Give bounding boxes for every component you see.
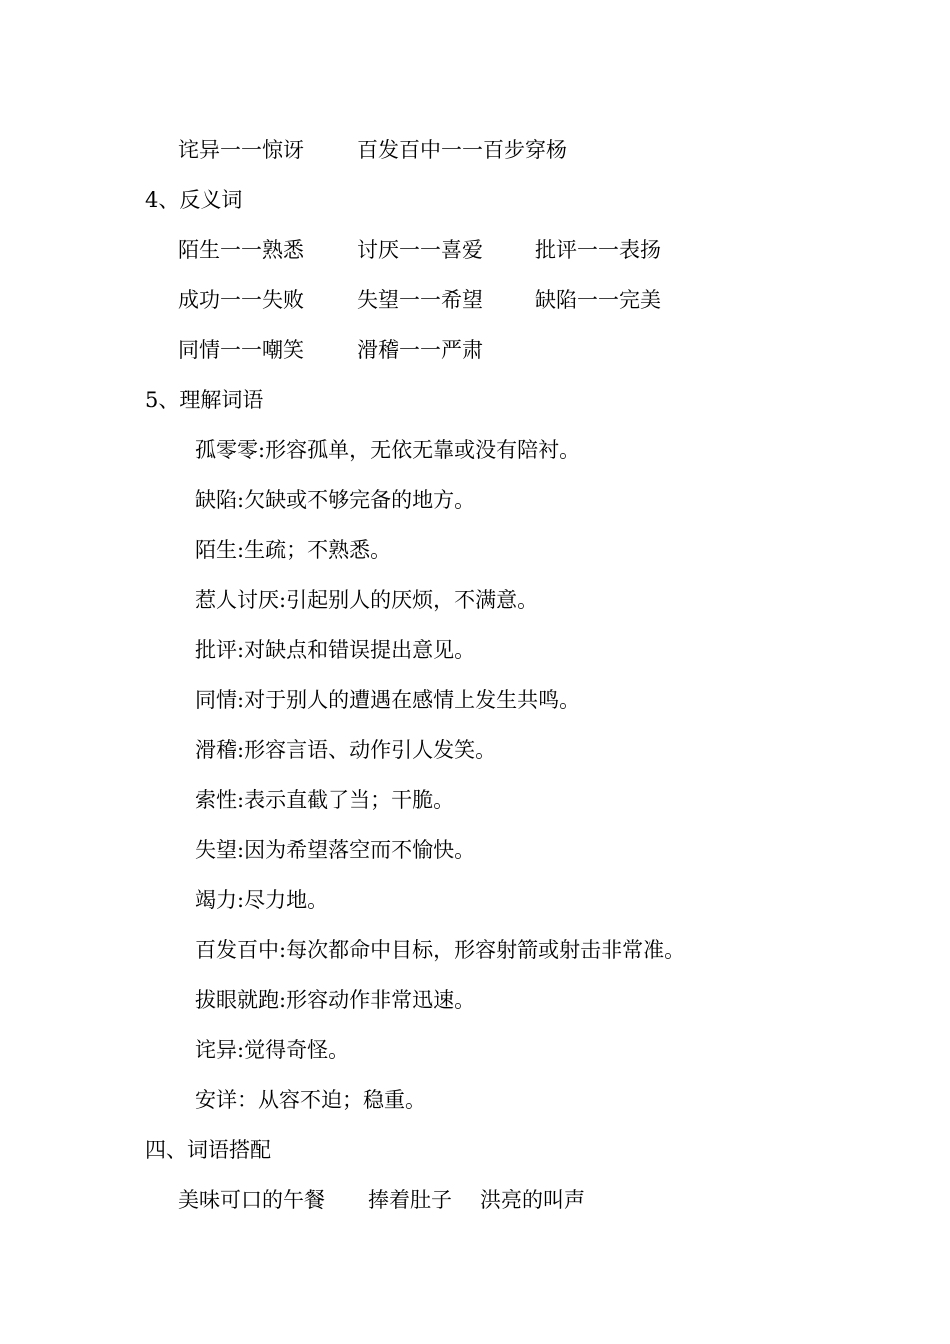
antonym-pair: 缺陷一一完美 xyxy=(535,288,661,312)
synonym-pair: 百发百中一一百步穿杨 xyxy=(357,138,567,162)
synonym-pair: 诧异一一惊讶 xyxy=(178,138,304,162)
definition-item: 滑稽:形容言语、动作引人发笑。 xyxy=(195,738,497,762)
antonym-pair: 陌生一一熟悉 xyxy=(178,238,304,262)
definition-item: 陌生:生疏；不熟悉。 xyxy=(195,538,392,562)
definition-item: 缺陷:欠缺或不够完备的地方。 xyxy=(195,488,476,512)
definition-item: 百发百中:每次都命中目标，形容射箭或射击非常准。 xyxy=(195,938,686,962)
definition-item: 诧异:觉得奇怪。 xyxy=(195,1038,350,1062)
definition-item: 同情:对于别人的遭遇在感情上发生共鸣。 xyxy=(195,688,581,712)
antonym-pair: 批评一一表扬 xyxy=(535,238,661,262)
collocation-item: 捧着肚子 xyxy=(368,1188,452,1212)
antonym-pair: 成功一一失败 xyxy=(178,288,304,312)
antonym-pair: 讨厌一一喜爱 xyxy=(357,238,483,262)
definition-item: 孤零零:形容孤单，无依无靠或没有陪衬。 xyxy=(195,438,581,462)
collocation-item: 美味可口的午餐 xyxy=(178,1188,325,1212)
definition-item: 惹人讨厌:引起别人的厌烦，不满意。 xyxy=(195,588,539,612)
antonym-pair: 滑稽一一严肃 xyxy=(357,338,483,362)
collocation-item: 洪亮的叫声 xyxy=(480,1188,585,1212)
understanding-heading: 5、理解词语 xyxy=(145,388,264,412)
definition-item: 竭力:尽力地。 xyxy=(195,888,329,912)
definition-item: 拔眼就跑:形容动作非常迅速。 xyxy=(195,988,476,1012)
definition-item: 索性:表示直截了当；干脆。 xyxy=(195,788,455,812)
definition-item: 安详：从容不迫；稳重。 xyxy=(195,1088,426,1112)
antonyms-heading: 4、反义词 xyxy=(145,188,243,212)
antonym-pair: 同情一一嘲笑 xyxy=(178,338,304,362)
definition-item: 失望:因为希望落空而不愉快。 xyxy=(195,838,476,862)
definition-item: 批评:对缺点和错误提出意见。 xyxy=(195,638,476,662)
antonym-pair: 失望一一希望 xyxy=(357,288,483,312)
collocation-heading: 四、词语搭配 xyxy=(145,1138,271,1162)
